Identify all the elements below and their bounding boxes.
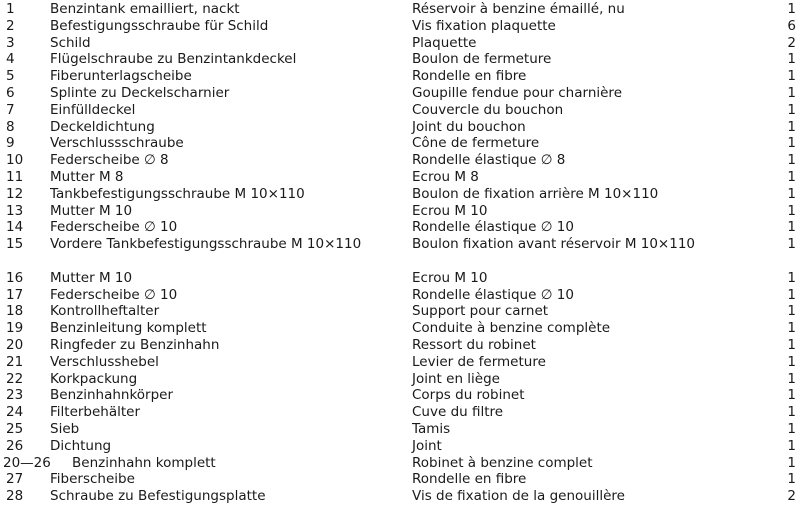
quantity: 1 xyxy=(787,84,796,101)
french-description: Rondelle en fibre xyxy=(412,471,527,488)
parts-row xyxy=(0,68,800,85)
french-description: Rondelle élastique ∅ 10 xyxy=(412,219,574,236)
part-number: 2 xyxy=(6,17,15,34)
part-number: 20 xyxy=(6,336,24,353)
parts-row xyxy=(0,471,800,488)
parts-row xyxy=(0,18,800,35)
french-description: Rondelle élastique ∅ 10 xyxy=(412,286,574,303)
french-description: Tamis xyxy=(412,420,451,437)
quantity: 2 xyxy=(787,34,796,51)
quantity: 1 xyxy=(787,1,796,17)
french-description: Joint en liège xyxy=(412,370,500,387)
german-description: Ringfeder zu Benzinhahn xyxy=(50,336,220,353)
parts-row xyxy=(0,135,800,152)
french-description: Boulon de fixation arrière M 10×110 xyxy=(412,185,659,202)
french-description: Boulon fixation avant réservoir M 10×110 xyxy=(412,236,696,253)
part-number: 28 xyxy=(6,488,24,505)
parts-row xyxy=(0,236,800,270)
quantity: 1 xyxy=(787,68,796,85)
quantity: 1 xyxy=(787,118,796,135)
french-description: Ressort du robinet xyxy=(412,336,536,353)
parts-list xyxy=(0,1,800,505)
parts-row xyxy=(0,354,800,371)
french-description: Rondelle en fibre xyxy=(412,68,527,85)
french-description: Ecrou M 10 xyxy=(412,202,488,219)
quantity: 1 xyxy=(787,101,796,118)
quantity: 1 xyxy=(787,219,796,236)
parts-row xyxy=(0,387,800,404)
part-number: 19 xyxy=(6,320,24,337)
part-number: 14 xyxy=(6,219,24,236)
french-description: Support pour carnet xyxy=(412,303,549,320)
german-description: Schraube zu Befestigungsplatte xyxy=(50,488,266,505)
part-number: 25 xyxy=(6,420,24,437)
part-number: 26 xyxy=(6,437,24,454)
part-number: 1 xyxy=(6,1,15,17)
german-description: Deckeldichtung xyxy=(50,118,155,135)
french-description: Conduite à benzine complète xyxy=(412,320,611,337)
part-number: 7 xyxy=(6,101,15,118)
french-description: Joint du bouchon xyxy=(412,118,526,135)
parts-row xyxy=(0,186,800,203)
part-number: 10 xyxy=(6,152,24,169)
german-description: Mutter M 8 xyxy=(50,168,124,185)
parts-row xyxy=(0,51,800,68)
parts-row xyxy=(0,455,800,472)
french-description: Boulon de fermeture xyxy=(412,51,552,68)
parts-row xyxy=(0,320,800,337)
german-description: Kontrollheftalter xyxy=(50,303,160,320)
quantity: 1 xyxy=(787,437,796,454)
quantity: 1 xyxy=(787,286,796,303)
french-description: Plaquette xyxy=(412,34,477,51)
quantity: 1 xyxy=(787,404,796,421)
german-description: Dichtung xyxy=(50,437,112,454)
german-description: Benzinleitung komplett xyxy=(50,320,207,337)
french-description: Cuve du filtre xyxy=(412,404,504,421)
parts-row xyxy=(0,438,800,455)
parts-row xyxy=(0,35,800,52)
quantity: 1 xyxy=(787,370,796,387)
parts-row xyxy=(0,371,800,388)
quantity: 1 xyxy=(787,320,796,337)
german-description: Mutter M 10 xyxy=(50,269,133,286)
parts-row xyxy=(0,287,800,304)
quantity: 1 xyxy=(787,269,796,286)
part-number: 22 xyxy=(6,370,24,387)
part-number: 8 xyxy=(6,118,15,135)
quantity: 1 xyxy=(787,152,796,169)
french-description: Corps du robinet xyxy=(412,387,525,404)
parts-row xyxy=(0,85,800,102)
quantity: 1 xyxy=(787,236,796,253)
german-description: Splinte zu Deckelscharnier xyxy=(50,84,230,101)
german-description: Federscheibe ∅ 10 xyxy=(50,219,178,236)
french-description: Ecrou M 8 xyxy=(412,168,479,185)
quantity: 1 xyxy=(787,420,796,437)
part-number: 23 xyxy=(6,387,24,404)
part-number: 4 xyxy=(6,51,15,68)
german-description: Benzinhahn komplett xyxy=(72,454,216,471)
part-number: 11 xyxy=(6,168,24,185)
part-number: 16 xyxy=(6,269,24,286)
part-number: 3 xyxy=(6,34,15,51)
quantity: 1 xyxy=(787,471,796,488)
quantity: 1 xyxy=(787,202,796,219)
parts-row xyxy=(0,404,800,421)
german-description: Federscheibe ∅ 8 xyxy=(50,152,169,169)
german-description: Sieb xyxy=(50,420,80,437)
quantity: 2 xyxy=(787,488,796,505)
german-description: Mutter M 10 xyxy=(50,202,133,219)
parts-row xyxy=(0,169,800,186)
quantity: 6 xyxy=(787,17,796,34)
french-description: Ecrou M 10 xyxy=(412,269,488,286)
part-number: 24 xyxy=(6,404,24,421)
quantity: 1 xyxy=(787,168,796,185)
parts-row xyxy=(0,119,800,136)
parts-row xyxy=(0,270,800,287)
part-number: 9 xyxy=(6,135,15,152)
german-description: Korkpackung xyxy=(50,370,138,387)
german-description: Filterbehälter xyxy=(50,404,141,421)
german-description: Tankbefestigungsschraube M 10×110 xyxy=(50,185,305,202)
part-number: 6 xyxy=(6,84,15,101)
french-description: Couvercle du bouchon xyxy=(412,101,564,118)
part-number: 5 xyxy=(6,68,15,85)
french-description: Robinet à benzine complet xyxy=(412,454,593,471)
part-number: 18 xyxy=(6,303,24,320)
german-description: Vordere Tankbefestigungsschraube M 10×110 xyxy=(50,236,362,253)
parts-row xyxy=(0,219,800,236)
quantity: 1 xyxy=(787,303,796,320)
german-description: Flügelschraube zu Benzintankdeckel xyxy=(50,51,297,68)
quantity: 1 xyxy=(787,387,796,404)
quantity: 1 xyxy=(787,336,796,353)
french-description: Joint xyxy=(412,437,442,454)
french-description: Cône de fermeture xyxy=(412,135,540,152)
parts-row xyxy=(0,488,800,505)
part-number: 17 xyxy=(6,286,24,303)
parts-row xyxy=(0,203,800,220)
french-description: Vis fixation plaquette xyxy=(412,17,556,34)
part-number: 21 xyxy=(6,353,24,370)
german-description: Einfülldeckel xyxy=(50,101,136,118)
quantity: 1 xyxy=(787,353,796,370)
quantity: 1 xyxy=(787,454,796,471)
german-description: Befestigungsschraube für Schild xyxy=(50,17,269,34)
french-description: Rondelle élastique ∅ 8 xyxy=(412,152,566,169)
part-number: 13 xyxy=(6,202,24,219)
parts-row xyxy=(0,421,800,438)
german-description: Schild xyxy=(50,34,91,51)
part-number: 27 xyxy=(6,471,24,488)
parts-row xyxy=(0,1,800,18)
quantity: 1 xyxy=(787,135,796,152)
parts-row xyxy=(0,303,800,320)
german-description: Fiberunterlagscheibe xyxy=(50,68,192,85)
part-number: 12 xyxy=(6,185,24,202)
parts-row xyxy=(0,152,800,169)
german-description: Benzinhahnkörper xyxy=(50,387,174,404)
parts-row xyxy=(0,337,800,354)
parts-row xyxy=(0,102,800,119)
part-number: 15 xyxy=(6,236,24,253)
quantity: 1 xyxy=(787,185,796,202)
german-description: Verschlusshebel xyxy=(50,353,159,370)
german-description: Benzintank emailliert, nackt xyxy=(50,1,240,17)
part-number: 20—26 xyxy=(3,454,51,471)
german-description: Verschlussschraube xyxy=(50,135,184,152)
french-description: Goupille fendue pour charnière xyxy=(412,84,622,101)
french-description: Réservoir à benzine émaillé, nu xyxy=(412,1,625,17)
french-description: Vis de fixation de la genouillère xyxy=(412,488,625,505)
german-description: Federscheibe ∅ 10 xyxy=(50,286,178,303)
german-description: Fiberscheibe xyxy=(50,471,135,488)
french-description: Levier de fermeture xyxy=(412,353,546,370)
quantity: 1 xyxy=(787,51,796,68)
